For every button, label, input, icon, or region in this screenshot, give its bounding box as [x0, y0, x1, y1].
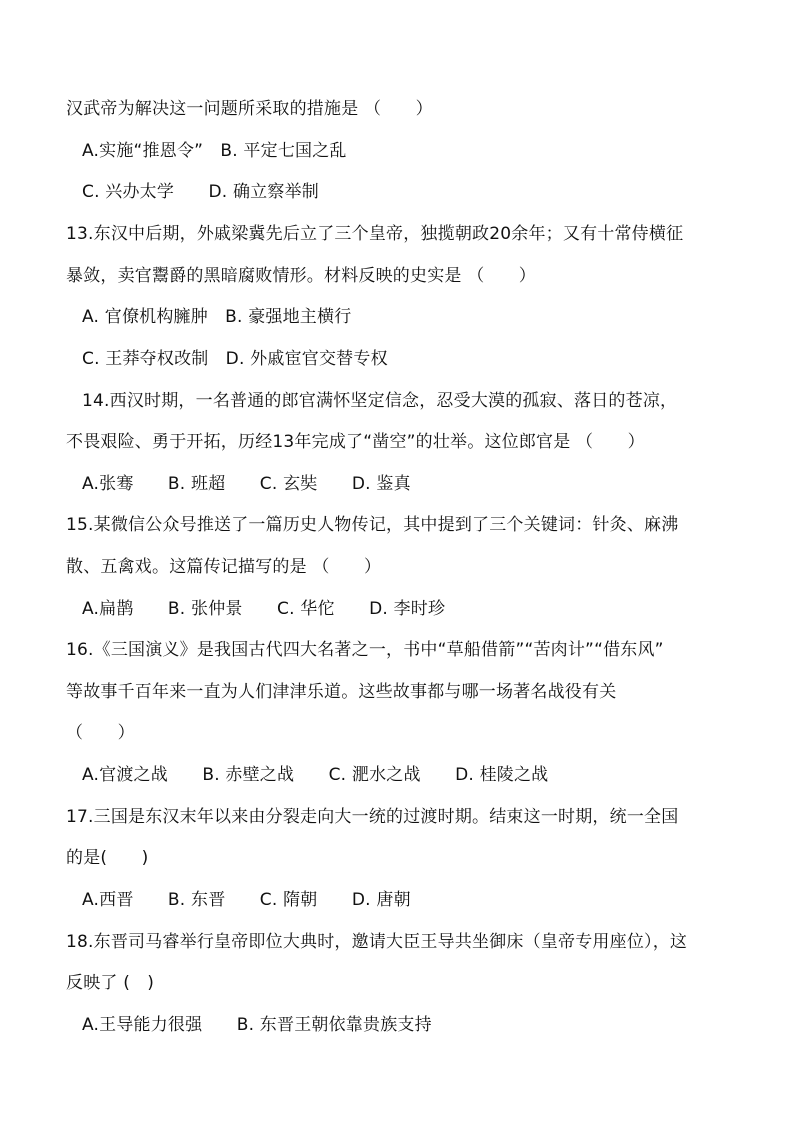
q14-stem-line2: 不畏艰险、勇于开拓，历经13年完成了“凿空”的壮举。这位郎官是 （ ） [66, 432, 645, 452]
q13-stem-line2: 暴敛，卖官鬻爵的黑暗腐败情形。材料反映的史实是 （ ） [66, 266, 537, 286]
q16-stem-line1: 16.《三国演义》是我国古代四大名著之一，书中“草船借箭”“苦肉计”“借东风” [66, 640, 664, 660]
q12-options-row1: A.实施“推恩令” B. 平定七国之乱 [82, 141, 347, 161]
q17-stem-line1: 17.三国是东汉末年以来由分裂走向大一统的过渡时期。结束这一时期，统一全国 [66, 807, 679, 827]
q15-stem-line2: 散、五禽戏。这篇传记描写的是 （ ） [66, 557, 382, 577]
q16-stem-line3: （ ） [66, 723, 135, 743]
q15-stem-line1: 15.某微信公众号推送了一篇历史人物传记，其中提到了三个关键词：针灸、麻沸 [66, 515, 679, 535]
q12-stem-continued: 汉武帝为解决这一问题所采取的措施是 （ ） [66, 99, 433, 119]
q14-stem-line1: 14.西汉时期，一名普通的郎官满怀坚定信念，忍受大漠的孤寂、落日的苍凉， [82, 391, 678, 411]
q15-options: A.扁鹊 B. 张仲景 C. 华佗 D. 李时珍 [82, 599, 446, 619]
q17-options: A.西晋 B. 东晋 C. 隋朝 D. 唐朝 [82, 890, 411, 910]
q18-stem-line1: 18.东晋司马睿举行皇帝即位大典时，邀请大臣王导共坐御床（皇帝专用座位），这 [66, 932, 688, 952]
q12-options-row2: C. 兴办太学 D. 确立察举制 [82, 182, 319, 202]
q18-options: A.王导能力很强 B. 东晋王朝依靠贵族支持 [82, 1015, 432, 1035]
q14-options: A.张骞 B. 班超 C. 玄奘 D. 鉴真 [82, 474, 411, 494]
q17-stem-line2: 的是( ) [66, 848, 149, 868]
q13-options-row1: A. 官僚机构臃肿 B. 豪强地主横行 [82, 307, 352, 327]
q13-options-row2: C. 王莽夺权改制 D. 外戚宦官交替专权 [82, 349, 388, 369]
q16-stem-line2: 等故事千百年来一直为人们津津乐道。这些故事都与哪一场著名战役有关 [66, 682, 617, 702]
q18-stem-line2: 反映了 ( ) [66, 973, 155, 993]
q16-options: A.官渡之战 B. 赤壁之战 C. 淝水之战 D. 桂陵之战 [82, 765, 549, 785]
q13-stem-line1: 13.东汉中后期，外戚梁冀先后立了三个皇帝，独揽朝政20余年；又有十常侍横征 [66, 224, 684, 244]
